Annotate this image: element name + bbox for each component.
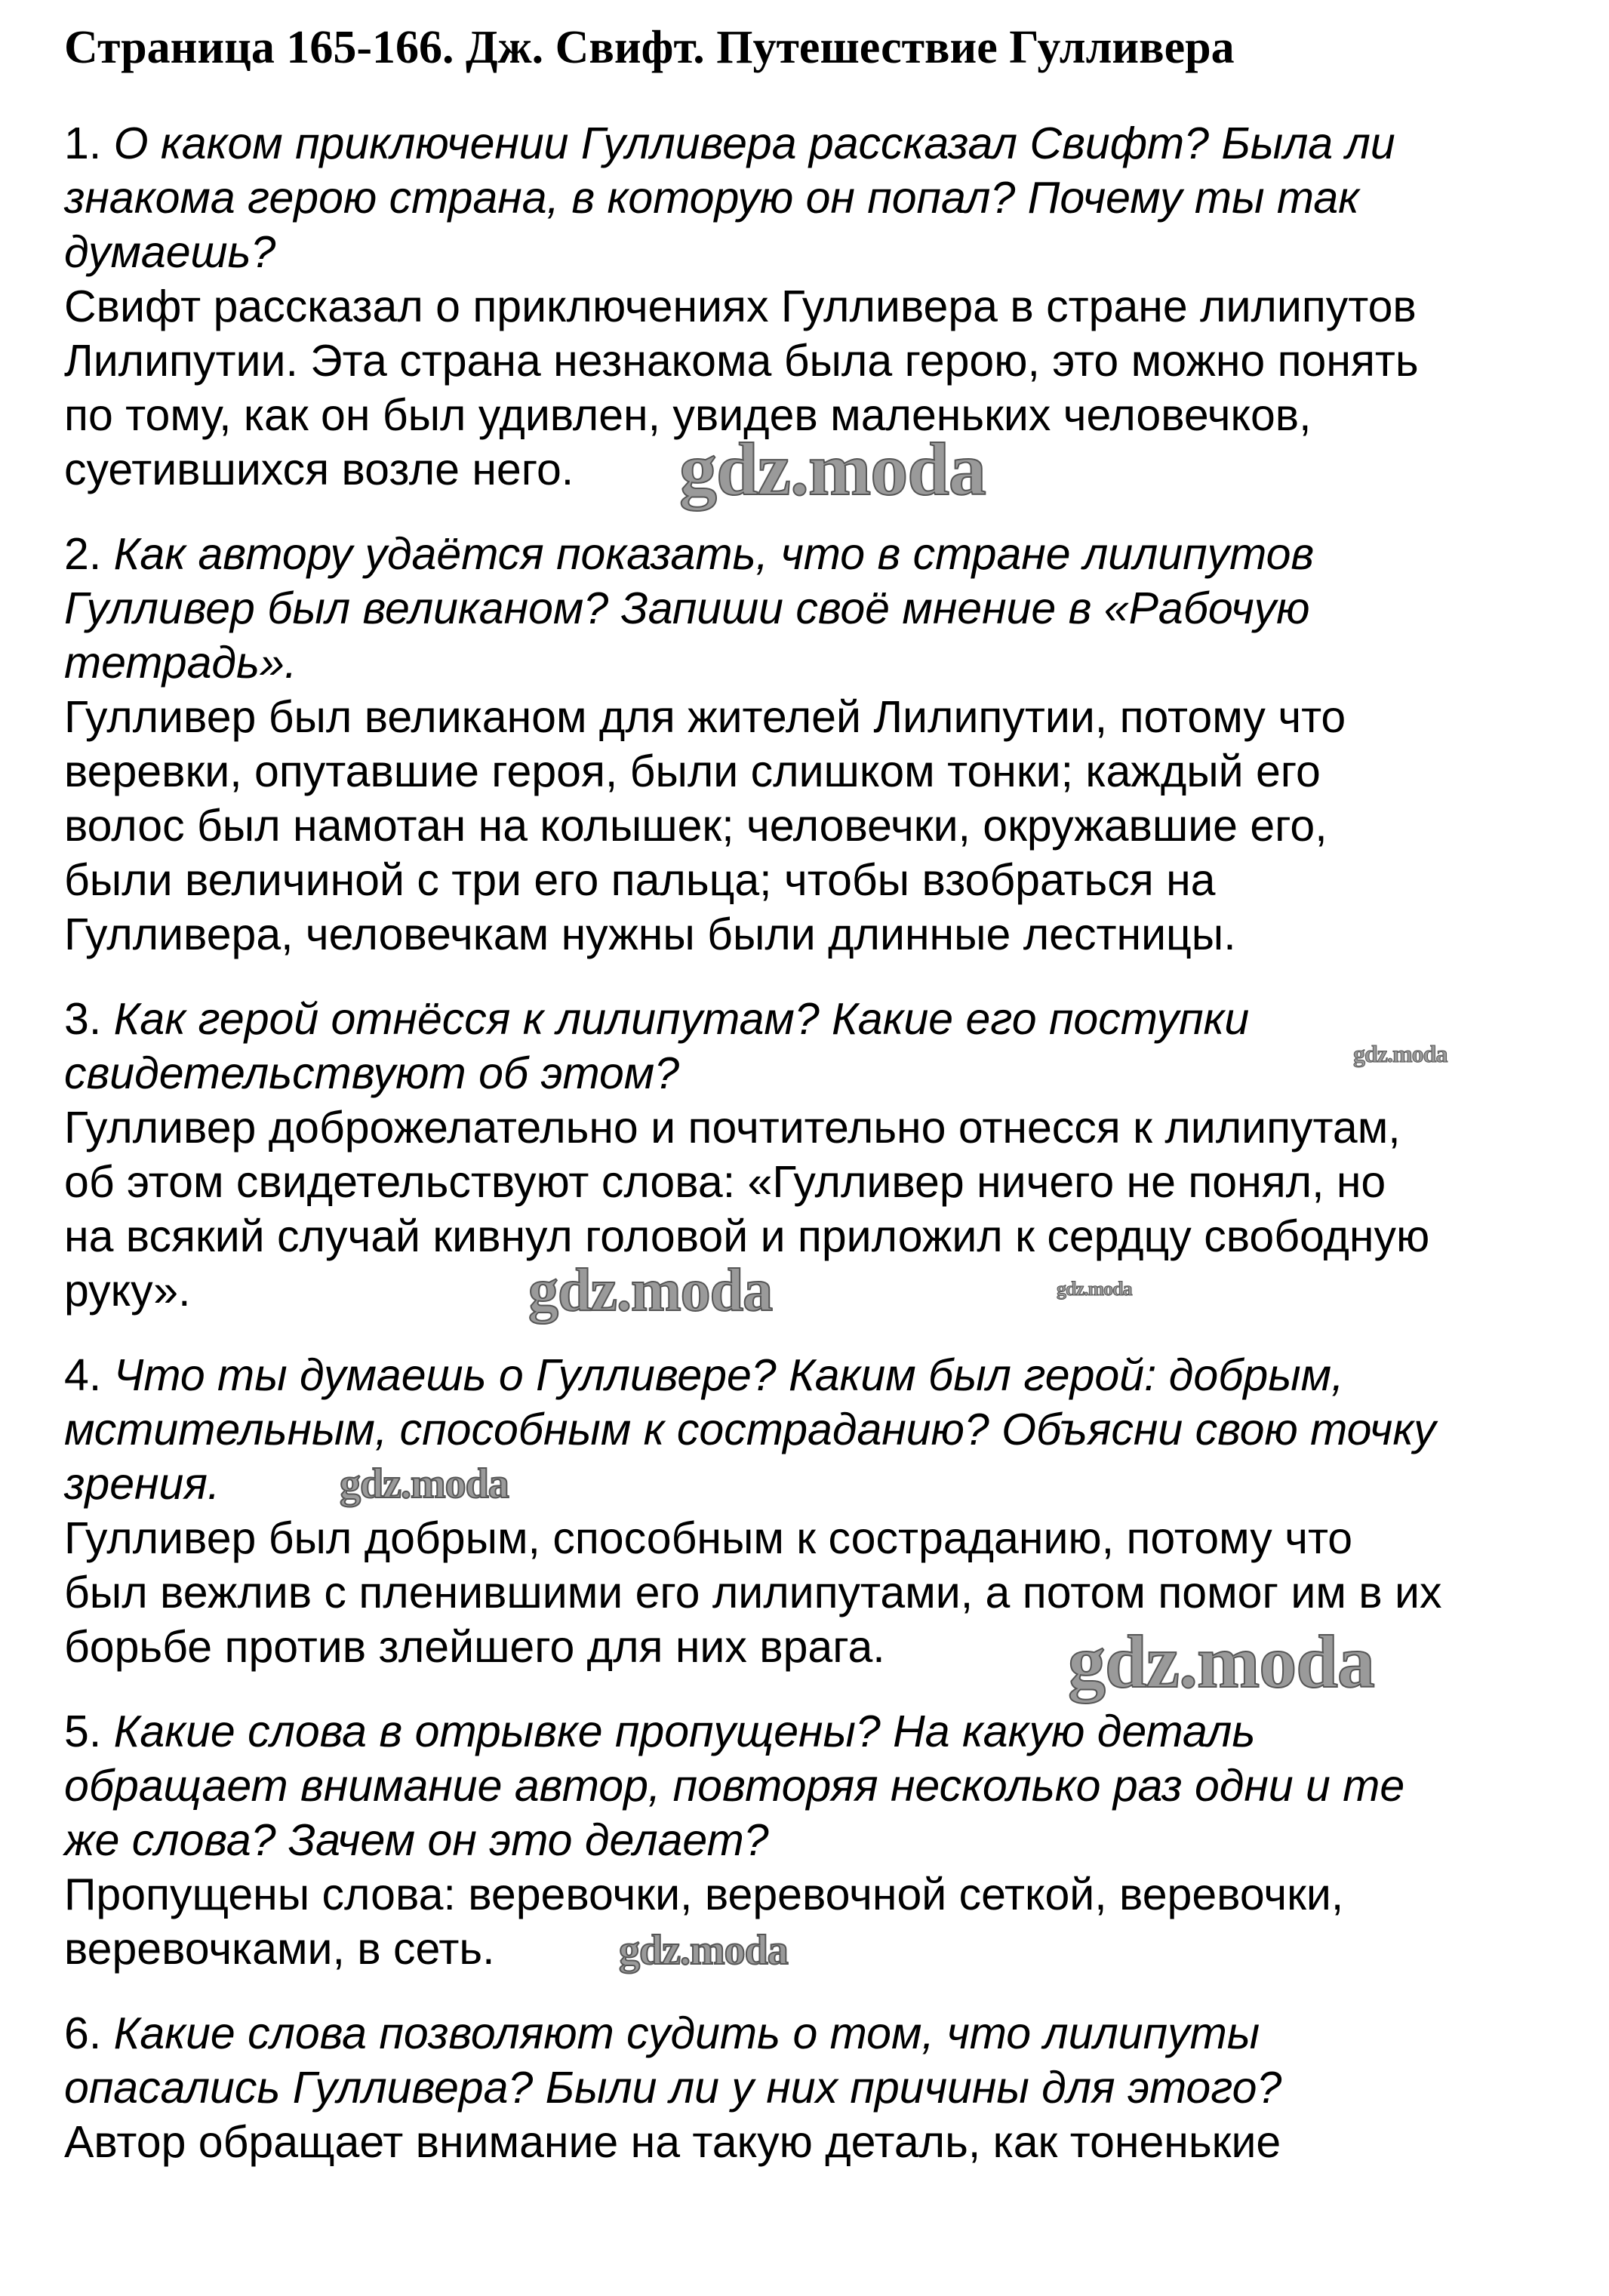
question-number: 6. — [64, 2008, 102, 2058]
question-line — [64, 116, 1574, 171]
question-line — [64, 225, 1574, 279]
question-block — [64, 992, 1574, 1318]
answer-line: на всякий случай кивнул головой и приложил к сердцу свободную — [64, 1211, 1430, 1261]
answer-line: Гулливер доброжелательно и почтительно отнесся к лилипутам, — [64, 1103, 1401, 1153]
watermark: gdz.moda — [528, 1257, 773, 1324]
question-text: же слова? Зачем он это делает? — [64, 1815, 769, 1865]
question-text: тетрадь». — [64, 638, 297, 688]
watermark: gdz.moda — [679, 427, 986, 511]
answer-line: Свифт рассказал о приключениях Гулливера в стране лилипутов — [64, 282, 1417, 331]
answer-line: Гулливер был добрым, способным к состраданию, потому что — [64, 1513, 1353, 1563]
question-line — [64, 1704, 1574, 1759]
question-text: обращает внимание автор, повторяя несколько раз одни и те — [64, 1761, 1405, 1811]
question-number: 3. — [64, 994, 102, 1044]
question-number: 1. — [64, 118, 102, 168]
answer-line: веревки, опутавшие героя, были слишком тонки; каждый его — [64, 746, 1321, 796]
watermark: gdz.moda — [340, 1460, 509, 1507]
question-number: 2. — [64, 529, 102, 579]
answer-line: Гулливер был великаном для жителей Лилипутии, потому что — [64, 692, 1346, 742]
question-line — [64, 171, 1574, 225]
question-text: Гулливер был великаном? Запиши своё мнение в «Рабочую — [64, 583, 1310, 633]
question-line — [64, 2006, 1574, 2061]
answer-line: веревочками, в сеть. — [64, 1924, 495, 1974]
question-text: думаешь? — [64, 227, 276, 277]
answer-line: Пропущены слова: веревочки, веревочной сеткой, веревочки, — [64, 1870, 1344, 1919]
question-block — [64, 1704, 1574, 1976]
question-text: опасались Гулливера? Были ли у них причины для этого? — [64, 2063, 1282, 2113]
watermark: gdz.moda — [619, 1927, 788, 1974]
answer-line: по тому, как он был удивлен, увидев маленьких человечков, — [64, 390, 1312, 440]
answer-line: Автор обращает внимание на такую деталь, как тоненькие — [64, 2117, 1281, 2167]
question-line — [64, 527, 1574, 581]
answer-line: был вежлив с пленившими его лилипутами, а потом помог им в их — [64, 1568, 1442, 1617]
question-text: мстительным, способным к состраданию? Объясни свою точку — [64, 1405, 1436, 1454]
question-text: Как автору удаётся показать, что в стране лилипутов — [113, 529, 1315, 579]
question-text: Какие слова в отрывке пропущены? На какую деталь — [113, 1707, 1256, 1756]
answer-line: суетившихся возле него. — [64, 445, 574, 494]
question-text: О каком приключении Гулливера рассказал Свифт? Была ли — [113, 118, 1395, 168]
question-line — [64, 1759, 1574, 1813]
answer-line: Гулливера, человечкам нужны были длинные лестницы. — [64, 909, 1236, 959]
watermark: gdz.moda — [1353, 1040, 1447, 1067]
question-line — [64, 1457, 1574, 1511]
question-line — [64, 992, 1574, 1046]
question-text: свидетельствуют об этом? — [64, 1048, 680, 1098]
answer-line: об этом свидетельствуют слова: «Гулливер ничего не понял, но — [64, 1157, 1386, 1207]
question-text: Как герой отнёсся к лилипутам? Какие его поступки — [113, 994, 1250, 1044]
question-block — [64, 2006, 1574, 2169]
answer-line: волос был намотан на колышек; человечки, окружавшие его, — [64, 801, 1328, 851]
question-block — [64, 527, 1574, 962]
question-line — [64, 1402, 1574, 1457]
question-line — [64, 636, 1574, 690]
question-text: знакома герою страна, в которую он попал? Почему ты так — [64, 173, 1360, 223]
answer-line: Лилипутии. Эта страна незнакома была герою, это можно понять — [64, 336, 1419, 386]
question-number: 5. — [64, 1707, 102, 1756]
watermark: gdz.moda — [1057, 1278, 1132, 1300]
page-title: Страница 165-166. Дж. Свифт. Путешествие Гулливера — [64, 22, 1235, 73]
answer-line: были величиной с три его пальца; чтобы взобраться на — [64, 855, 1216, 905]
watermark: gdz.moda — [1068, 1620, 1374, 1704]
answer-line: руку». — [64, 1266, 191, 1316]
answer-line: борьбе против злейшего для них врага. — [64, 1622, 885, 1672]
question-line — [64, 1046, 1574, 1100]
question-text: Что ты думаешь о Гулливере? Каким был герой: добрым, — [113, 1350, 1344, 1400]
question-number: 4. — [64, 1350, 102, 1400]
question-text: зрения. — [64, 1459, 220, 1509]
question-line — [64, 1813, 1574, 1867]
question-text: Какие слова позволяют судить о том, что лилипуты — [113, 2008, 1260, 2058]
question-line — [64, 1348, 1574, 1402]
question-line — [64, 581, 1574, 636]
question-line — [64, 2061, 1574, 2115]
